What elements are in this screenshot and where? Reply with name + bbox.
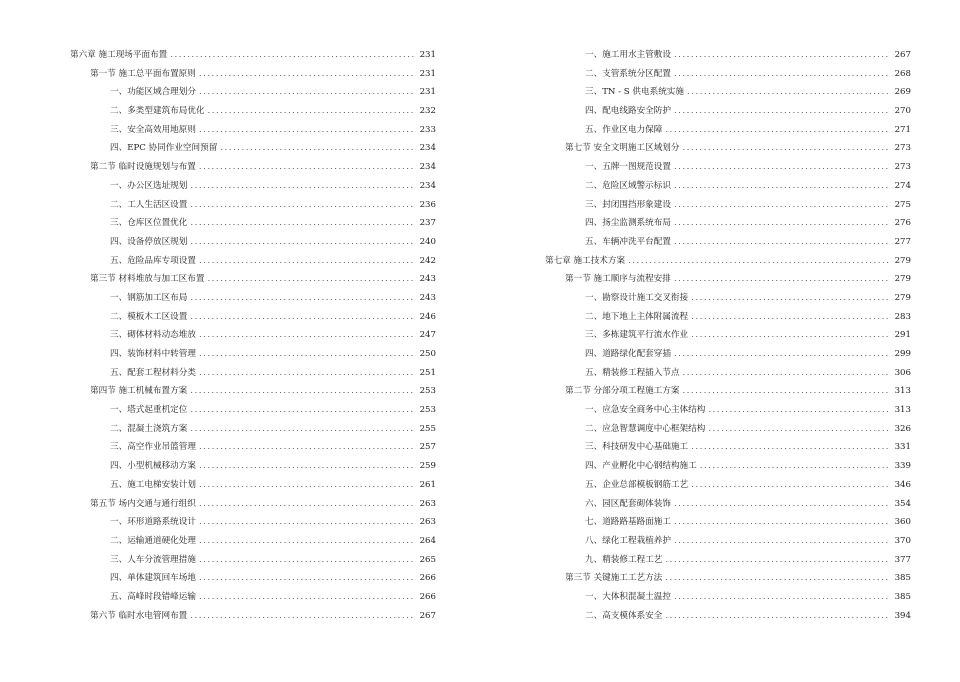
toc-leader-dots <box>674 345 890 364</box>
toc-entry-title: 第一节 施工顺序与流程安排 <box>565 274 671 285</box>
toc-entry-page-number: 266 <box>419 573 436 584</box>
toc-entry-title: 二、高支模体系安全 <box>585 610 663 621</box>
toc-entry <box>545 607 911 626</box>
toc-entry <box>545 476 911 495</box>
toc-entry-page-number: 253 <box>419 386 436 397</box>
toc-entry-title: 四、EPC 协同作业空间预留 <box>110 143 218 154</box>
toc-leader-dots <box>708 401 890 420</box>
toc-leader-dots <box>207 270 415 289</box>
toc-leader-dots <box>199 438 415 457</box>
toc-leader-dots <box>199 457 415 476</box>
toc-entry-page-number: 231 <box>419 50 436 60</box>
toc-leader-dots <box>682 382 890 401</box>
toc-entry-page-number: 253 <box>419 405 436 416</box>
toc-entry-page-number: 234 <box>419 162 436 173</box>
toc-entry <box>70 46 436 65</box>
toc-entry-page-number: 299 <box>894 349 911 359</box>
toc-leader-dots <box>691 326 890 345</box>
toc-leader-dots <box>190 420 415 439</box>
toc-entry-page-number: 255 <box>419 423 436 434</box>
toc-entry-page-number: 339 <box>894 461 911 472</box>
toc-entry-title: 一、勘察设计施工交叉衔接 <box>585 292 689 303</box>
toc-entry-title: 四、小型机械移动方案 <box>110 461 196 472</box>
toc-entry-title: 五、高峰时段错峰运输 <box>110 591 196 602</box>
toc-entry-page-number: 232 <box>419 106 436 117</box>
toc-entry <box>70 401 436 420</box>
toc-entry-title: 三、科技研发中心基础施工 <box>585 442 689 453</box>
toc-entry-page-number: 247 <box>419 330 436 341</box>
toc-entry-title: 二、运输通道硬化处理 <box>110 535 196 546</box>
toc-leader-dots <box>665 121 890 140</box>
toc-entry <box>545 158 911 177</box>
toc-entry-page-number: 273 <box>894 143 911 154</box>
toc-leader-dots <box>691 438 890 457</box>
toc-leader-dots <box>199 569 415 588</box>
toc-leader-dots <box>708 420 890 439</box>
toc-leader-dots <box>665 569 890 588</box>
toc-entry <box>70 308 436 327</box>
toc-entry-title: 二、地下地上主体附属流程 <box>585 311 689 322</box>
toc-leader-dots <box>199 476 415 495</box>
toc-entry <box>70 121 436 140</box>
toc-entry-title: 三、TN - S 供电系统实施 <box>585 87 684 98</box>
toc-entry-title: 四、单体建筑回车场地 <box>110 573 196 584</box>
toc-entry-page-number: 268 <box>894 68 911 79</box>
toc-entry-page-number: 251 <box>419 367 436 378</box>
toc-entry <box>70 476 436 495</box>
toc-entry <box>70 345 436 364</box>
toc-entry-title: 第七节 安全文明施工区域划分 <box>565 143 680 154</box>
toc-right-page <box>545 46 911 625</box>
toc-leader-dots <box>674 532 890 551</box>
toc-entry-page-number: 331 <box>894 442 911 453</box>
toc-entry-page-number: 240 <box>419 236 436 247</box>
toc-entry-page-number: 385 <box>894 591 911 602</box>
toc-entry-title: 五、精装修工程插入节点 <box>585 367 680 378</box>
toc-entry-page-number: 259 <box>419 461 436 472</box>
toc-leader-dots <box>700 457 890 476</box>
toc-leader-dots <box>691 308 890 327</box>
toc-entry <box>545 308 911 327</box>
toc-entry-title: 五、危险品库专项设置 <box>110 255 196 266</box>
toc-leader-dots <box>199 532 415 551</box>
toc-entry-title: 一、施工用水主管敷设 <box>585 50 671 60</box>
toc-entry-title: 五、配套工程材料分类 <box>110 367 196 378</box>
toc-left-page <box>70 46 436 625</box>
toc-entry <box>70 569 436 588</box>
toc-leader-dots <box>665 607 890 626</box>
toc-entry-page-number: 313 <box>894 386 911 397</box>
toc-leader-dots <box>674 177 890 196</box>
toc-entry-title: 第七章 施工技术方案 <box>545 255 626 266</box>
toc-entry-page-number: 291 <box>894 330 911 341</box>
toc-entry-title: 二、混凝土浇筑方案 <box>110 423 188 434</box>
toc-entry-page-number: 313 <box>894 405 911 416</box>
toc-entry-title: 三、多栋建筑平行流水作业 <box>585 330 689 341</box>
toc-entry-title: 二、危险区域警示标识 <box>585 180 671 191</box>
toc-entry-title: 四、设备停放区规划 <box>110 236 188 247</box>
toc-entry-page-number: 270 <box>894 106 911 117</box>
toc-entry <box>70 495 436 514</box>
toc-entry-title: 一、功能区域合理划分 <box>110 87 196 98</box>
toc-entry-page-number: 267 <box>894 50 911 60</box>
toc-entry-page-number: 326 <box>894 423 911 434</box>
toc-entry <box>545 289 911 308</box>
toc-entry-page-number: 261 <box>419 479 436 490</box>
toc-entry <box>545 83 911 102</box>
toc-entry <box>70 83 436 102</box>
toc-entry-page-number: 257 <box>419 442 436 453</box>
toc-entry <box>70 102 436 121</box>
toc-entry <box>545 569 911 588</box>
toc-entry-title: 一、塔式起重机定位 <box>110 405 188 416</box>
toc-entry-title: 三、仓库区位置优化 <box>110 218 188 229</box>
toc-entry-title: 二、应急智慧调度中心框架结构 <box>585 423 706 434</box>
toc-entry-page-number: 263 <box>419 498 436 509</box>
toc-entry-page-number: 279 <box>894 255 911 266</box>
toc-entry-title: 一、五牌一图规范设置 <box>585 162 671 173</box>
toc-entry <box>545 382 911 401</box>
toc-leader-dots <box>199 252 415 271</box>
toc-leader-dots <box>190 233 415 252</box>
toc-entry-page-number: 237 <box>419 218 436 229</box>
toc-leader-dots <box>190 607 415 626</box>
toc-entry <box>70 513 436 532</box>
toc-entry <box>70 326 436 345</box>
toc-entry <box>545 401 911 420</box>
toc-leader-dots <box>199 513 415 532</box>
toc-leader-dots <box>190 177 415 196</box>
toc-entry-page-number: 243 <box>419 274 436 285</box>
toc-entry <box>545 214 911 233</box>
toc-entry <box>545 513 911 532</box>
toc-entry <box>70 158 436 177</box>
toc-entry-title: 第二节 分部分项工程施工方案 <box>565 386 680 397</box>
toc-entry <box>70 196 436 215</box>
toc-entry <box>545 65 911 84</box>
toc-entry-title: 第五节 场内交通与通行组织 <box>90 498 196 509</box>
toc-leader-dots <box>199 158 415 177</box>
toc-leader-dots <box>674 233 890 252</box>
toc-entry-page-number: 236 <box>419 199 436 210</box>
toc-leader-dots <box>628 252 890 271</box>
toc-entry-page-number: 246 <box>419 311 436 322</box>
toc-entry-title: 一、办公区选址规划 <box>110 180 188 191</box>
toc-entry-title: 二、工人生活区设置 <box>110 199 188 210</box>
toc-entry-page-number: 231 <box>419 68 436 79</box>
toc-entry-title: 三、安全高效用地原则 <box>110 124 196 135</box>
toc-leader-dots <box>674 158 890 177</box>
toc-leader-dots <box>190 308 415 327</box>
toc-entry-title: 七、道路路基路面施工 <box>585 517 671 528</box>
toc-entry-title: 四、配电线路安全防护 <box>585 106 671 117</box>
toc-entry <box>545 551 911 570</box>
toc-entry-page-number: 273 <box>894 162 911 173</box>
toc-entry <box>545 252 911 271</box>
toc-entry-page-number: 271 <box>894 124 911 135</box>
toc-entry-title: 二、模板木工区设置 <box>110 311 188 322</box>
toc-entry <box>70 607 436 626</box>
toc-entry-title: 五、企业总部模板钢筋工艺 <box>585 479 689 490</box>
toc-entry-title: 三、砌体材料动态堆放 <box>110 330 196 341</box>
toc-entry <box>70 588 436 607</box>
toc-leader-dots <box>687 83 890 102</box>
toc-entry-title: 一、钢筋加工区布局 <box>110 292 188 303</box>
toc-leader-dots <box>190 382 415 401</box>
toc-entry <box>70 551 436 570</box>
toc-entry <box>70 233 436 252</box>
toc-entry <box>545 102 911 121</box>
toc-entry-title: 三、人车分流管理措施 <box>110 554 196 565</box>
toc-entry-title: 第三节 材料堆放与加工区布置 <box>90 274 205 285</box>
toc-entry-page-number: 370 <box>894 535 911 546</box>
toc-entry <box>545 270 911 289</box>
toc-leader-dots <box>199 551 415 570</box>
toc-entry <box>70 457 436 476</box>
toc-entry-page-number: 265 <box>419 554 436 565</box>
toc-leader-dots <box>190 401 415 420</box>
toc-leader-dots <box>220 139 415 158</box>
toc-leader-dots <box>674 102 890 121</box>
toc-entry-page-number: 360 <box>894 517 911 528</box>
toc-leader-dots <box>674 196 890 215</box>
toc-entry-title: 二、支管系统分区配置 <box>585 68 671 79</box>
toc-entry <box>545 139 911 158</box>
toc-leader-dots <box>674 495 890 514</box>
toc-leader-dots <box>199 326 415 345</box>
toc-leader-dots <box>674 513 890 532</box>
toc-entry <box>545 420 911 439</box>
toc-entry-title: 第三节 关键施工工艺方法 <box>565 573 663 584</box>
toc-leader-dots <box>199 83 415 102</box>
toc-entry-title: 一、应急安全商务中心主体结构 <box>585 405 706 416</box>
toc-entry <box>545 364 911 383</box>
toc-entry-page-number: 264 <box>419 535 436 546</box>
toc-leader-dots <box>208 102 415 121</box>
toc-entry-page-number: 346 <box>894 479 911 490</box>
toc-entry-page-number: 276 <box>894 218 911 229</box>
toc-leader-dots <box>199 364 415 383</box>
toc-entry-title: 四、装饰材料中转管理 <box>110 349 196 359</box>
toc-leader-dots <box>190 214 415 233</box>
toc-leader-dots <box>199 121 415 140</box>
toc-entry-title: 一、环形道路系统设计 <box>110 517 196 528</box>
toc-entry-title: 二、多类型建筑布局优化 <box>110 106 205 117</box>
toc-leader-dots <box>190 196 415 215</box>
toc-entry-title: 第二节 临时设施规划与布置 <box>90 162 196 173</box>
toc-entry-page-number: 263 <box>419 517 436 528</box>
toc-entry <box>545 345 911 364</box>
toc-entry-title: 第六章 施工现场平面布置 <box>70 50 168 60</box>
toc-leader-dots <box>190 289 415 308</box>
toc-entry-page-number: 377 <box>894 554 911 565</box>
toc-entry-title: 九、精装修工程工艺 <box>585 554 663 565</box>
toc-entry-title: 四、道路绿化配套穿插 <box>585 349 671 359</box>
toc-leader-dots <box>674 65 890 84</box>
toc-entry-title: 第六节 临时水电管网布置 <box>90 610 188 621</box>
toc-leader-dots <box>665 551 890 570</box>
toc-entry <box>70 214 436 233</box>
toc-entry <box>545 532 911 551</box>
toc-entry-page-number: 242 <box>419 255 436 266</box>
toc-entry-title: 三、高空作业吊篮管理 <box>110 442 196 453</box>
toc-entry <box>70 420 436 439</box>
toc-leader-dots <box>674 588 890 607</box>
toc-entry <box>545 588 911 607</box>
toc-entry-title: 五、车辆冲洗平台配置 <box>585 236 671 247</box>
toc-entry <box>70 252 436 271</box>
toc-leader-dots <box>674 46 890 65</box>
toc-entry-title: 五、施工电梯安装计划 <box>110 479 196 490</box>
toc-entry-page-number: 243 <box>419 292 436 303</box>
toc-entry-page-number: 385 <box>894 573 911 584</box>
toc-entry-title: 第四节 施工机械布置方案 <box>90 386 188 397</box>
toc-entry <box>70 177 436 196</box>
toc-entry-page-number: 269 <box>894 87 911 98</box>
toc-entry <box>70 270 436 289</box>
toc-entry-page-number: 274 <box>894 180 911 191</box>
toc-entry <box>70 289 436 308</box>
toc-entry <box>545 46 911 65</box>
toc-entry-title: 六、园区配套砌体装饰 <box>585 498 671 509</box>
toc-entry-page-number: 275 <box>894 199 911 210</box>
toc-entry <box>545 196 911 215</box>
toc-leader-dots <box>674 214 890 233</box>
toc-entry-page-number: 394 <box>894 610 911 621</box>
toc-entry <box>70 139 436 158</box>
toc-entry-page-number: 277 <box>894 236 911 247</box>
toc-entry-title: 五、作业区电力保障 <box>585 124 663 135</box>
toc-entry <box>70 65 436 84</box>
toc-entry-title: 第一节 施工总平面布置原则 <box>90 68 196 79</box>
toc-entry <box>545 177 911 196</box>
toc-leader-dots <box>199 345 415 364</box>
toc-entry-page-number: 306 <box>894 367 911 378</box>
toc-entry <box>70 382 436 401</box>
toc-entry <box>70 532 436 551</box>
toc-entry-page-number: 266 <box>419 591 436 602</box>
toc-entry-title: 四、产业孵化中心钢结构施工 <box>585 461 697 472</box>
toc-entry <box>545 457 911 476</box>
toc-leader-dots <box>691 476 890 495</box>
toc-leader-dots <box>199 65 415 84</box>
toc-entry-page-number: 234 <box>419 180 436 191</box>
toc-entry-page-number: 250 <box>419 349 436 359</box>
toc-entry-page-number: 231 <box>419 87 436 98</box>
toc-entry-title: 一、大体积混凝土温控 <box>585 591 671 602</box>
toc-entry-page-number: 267 <box>419 610 436 621</box>
toc-leader-dots <box>682 139 890 158</box>
toc-entry <box>70 438 436 457</box>
toc-leader-dots <box>683 364 890 383</box>
toc-entry-page-number: 279 <box>894 274 911 285</box>
toc-leader-dots <box>199 495 415 514</box>
toc-entry-page-number: 354 <box>894 498 911 509</box>
toc-entry-title: 四、扬尘监测系统布局 <box>585 218 671 229</box>
toc-entry <box>545 438 911 457</box>
toc-entry <box>545 121 911 140</box>
toc-entry <box>545 495 911 514</box>
toc-leader-dots <box>674 270 890 289</box>
toc-entry-title: 八、绿化工程栽植养护 <box>585 535 671 546</box>
toc-entry <box>545 233 911 252</box>
toc-leader-dots <box>170 46 415 65</box>
toc-leader-dots <box>691 289 890 308</box>
toc-leader-dots <box>199 588 415 607</box>
toc-entry-page-number: 283 <box>894 311 911 322</box>
toc-entry <box>545 326 911 345</box>
toc-entry-page-number: 233 <box>419 124 436 135</box>
toc-entry-page-number: 279 <box>894 292 911 303</box>
toc-entry <box>70 364 436 383</box>
toc-entry-title: 三、封闭围挡形象建设 <box>585 199 671 210</box>
toc-entry-page-number: 234 <box>419 143 436 154</box>
